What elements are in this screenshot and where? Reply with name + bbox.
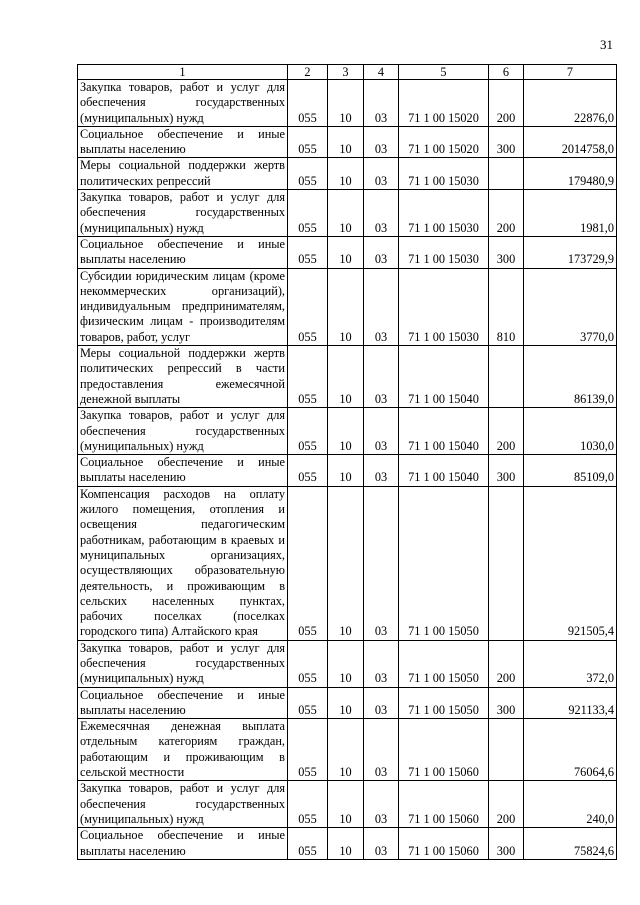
table-header-row (78, 65, 617, 80)
row-target-article: 71 1 00 15030 (399, 268, 489, 345)
budget-table (77, 64, 617, 860)
row-expense-type: 300 (489, 687, 524, 719)
row-expense-type: 300 (489, 828, 524, 860)
table-row (78, 236, 617, 268)
row-expense-type (489, 719, 524, 781)
row-subsection: 03 (364, 486, 399, 640)
table-row (78, 408, 617, 455)
row-amount: 2014758,0 (524, 126, 617, 158)
table-row (78, 346, 617, 408)
row-admin-code: 055 (288, 236, 328, 268)
row-amount: 85109,0 (524, 455, 617, 487)
row-subsection: 03 (364, 408, 399, 455)
row-expense-type: 810 (489, 268, 524, 345)
row-expense-type (489, 346, 524, 408)
header-cell-5: 5 (399, 65, 489, 80)
row-description: Закупка товаров, работ и услуг для обеспечения государственных (муниципальных) нужд (78, 781, 288, 828)
row-amount: 22876,0 (524, 80, 617, 127)
row-admin-code: 055 (288, 268, 328, 345)
row-admin-code: 055 (288, 486, 328, 640)
header-cell-3: 3 (328, 65, 364, 80)
row-subsection: 03 (364, 126, 399, 158)
row-description: Ежемесячная денежная выплата отдельным категориям граждан, работающим и проживающим в сельской местности (78, 719, 288, 781)
row-expense-type: 200 (489, 190, 524, 237)
row-subsection: 03 (364, 190, 399, 237)
row-target-article: 71 1 00 15060 (399, 828, 489, 860)
row-admin-code: 055 (288, 408, 328, 455)
row-subsection: 03 (364, 687, 399, 719)
row-target-article: 71 1 00 15050 (399, 687, 489, 719)
table-row (78, 719, 617, 781)
header-cell-1: 1 (78, 65, 288, 80)
row-target-article: 71 1 00 15050 (399, 640, 489, 687)
row-admin-code: 055 (288, 190, 328, 237)
row-subsection: 03 (364, 455, 399, 487)
row-section: 10 (328, 640, 364, 687)
table-row (78, 126, 617, 158)
row-description: Закупка товаров, работ и услуг для обеспечения государственных (муниципальных) нужд (78, 190, 288, 237)
row-admin-code: 055 (288, 455, 328, 487)
row-expense-type: 200 (489, 640, 524, 687)
row-subsection: 03 (364, 80, 399, 127)
table-row (78, 828, 617, 860)
table-row (78, 158, 617, 190)
page-number: 31 (600, 37, 613, 52)
row-section: 10 (328, 126, 364, 158)
table-row (78, 268, 617, 345)
row-target-article: 71 1 00 15020 (399, 126, 489, 158)
row-expense-type: 200 (489, 781, 524, 828)
row-amount: 179480,9 (524, 158, 617, 190)
row-admin-code: 055 (288, 80, 328, 127)
row-amount: 76064,6 (524, 719, 617, 781)
header-cell-7: 7 (524, 65, 617, 80)
row-amount: 86139,0 (524, 346, 617, 408)
row-amount: 173729,9 (524, 236, 617, 268)
row-expense-type (489, 486, 524, 640)
row-section: 10 (328, 408, 364, 455)
row-admin-code: 055 (288, 781, 328, 828)
row-section: 10 (328, 346, 364, 408)
row-target-article: 71 1 00 15040 (399, 408, 489, 455)
row-subsection: 03 (364, 781, 399, 828)
row-subsection: 03 (364, 828, 399, 860)
row-subsection: 03 (364, 158, 399, 190)
row-description: Закупка товаров, работ и услуг для обеспечения государственных (муниципальных) нужд (78, 408, 288, 455)
row-section: 10 (328, 158, 364, 190)
row-subsection: 03 (364, 640, 399, 687)
table-row (78, 455, 617, 487)
row-section: 10 (328, 80, 364, 127)
row-admin-code: 055 (288, 158, 328, 190)
row-description: Социальное обеспечение и иные выплаты населению (78, 828, 288, 860)
row-description: Меры социальной поддержки жертв политических репрессий (78, 158, 288, 190)
row-section: 10 (328, 486, 364, 640)
row-section: 10 (328, 687, 364, 719)
row-admin-code: 055 (288, 346, 328, 408)
row-amount: 921133,4 (524, 687, 617, 719)
row-expense-type (489, 158, 524, 190)
row-section: 10 (328, 268, 364, 345)
row-admin-code: 055 (288, 687, 328, 719)
row-target-article: 71 1 00 15030 (399, 236, 489, 268)
row-target-article: 71 1 00 15060 (399, 719, 489, 781)
row-description: Социальное обеспечение и иные выплаты населению (78, 236, 288, 268)
row-description: Социальное обеспечение и иные выплаты населению (78, 687, 288, 719)
row-admin-code: 055 (288, 640, 328, 687)
row-expense-type: 300 (489, 236, 524, 268)
row-admin-code: 055 (288, 719, 328, 781)
row-target-article: 71 1 00 15030 (399, 190, 489, 237)
row-section: 10 (328, 828, 364, 860)
row-expense-type: 200 (489, 408, 524, 455)
header-cell-6: 6 (489, 65, 524, 80)
row-admin-code: 055 (288, 126, 328, 158)
row-section: 10 (328, 455, 364, 487)
row-expense-type: 300 (489, 455, 524, 487)
row-amount: 240,0 (524, 781, 617, 828)
row-amount: 1030,0 (524, 408, 617, 455)
row-target-article: 71 1 00 15040 (399, 455, 489, 487)
table-row (78, 80, 617, 127)
row-amount: 75824,6 (524, 828, 617, 860)
row-amount: 921505,4 (524, 486, 617, 640)
table-row (78, 190, 617, 237)
row-subsection: 03 (364, 268, 399, 345)
row-subsection: 03 (364, 719, 399, 781)
row-description: Закупка товаров, работ и услуг для обеспечения государственных (муниципальных) нужд (78, 80, 288, 127)
row-description: Социальное обеспечение и иные выплаты населению (78, 455, 288, 487)
row-subsection: 03 (364, 236, 399, 268)
row-admin-code: 055 (288, 828, 328, 860)
table-row (78, 486, 617, 640)
row-section: 10 (328, 236, 364, 268)
row-description: Социальное обеспечение и иные выплаты населению (78, 126, 288, 158)
row-section: 10 (328, 190, 364, 237)
row-description: Закупка товаров, работ и услуг для обеспечения государственных (муниципальных) нужд (78, 640, 288, 687)
row-expense-type: 200 (489, 80, 524, 127)
table-row (78, 640, 617, 687)
header-cell-4: 4 (364, 65, 399, 80)
row-description: Субсидии юридическим лицам (кроме некоммерческих организаций), индивидуальным предпринимателям, физическим лицам - производителям товаров, работ, услуг (78, 268, 288, 345)
row-section: 10 (328, 781, 364, 828)
row-target-article: 71 1 00 15030 (399, 158, 489, 190)
row-description: Меры социальной поддержки жертв политических репрессий в части предоставления ежемесячной денежной выплаты (78, 346, 288, 408)
table-row (78, 781, 617, 828)
row-description: Компенсация расходов на оплату жилого помещения, отопления и освещения педагогическим работникам, работающим в краевых и муниципальных организациях, осуществляющих образовательную деятельность, и проживающим в сельских населенных пунктах, рабочих поселках (поселках городского типа) Алтайского края (78, 486, 288, 640)
row-amount: 3770,0 (524, 268, 617, 345)
row-target-article: 71 1 00 15050 (399, 486, 489, 640)
row-subsection: 03 (364, 346, 399, 408)
row-target-article: 71 1 00 15060 (399, 781, 489, 828)
header-cell-2: 2 (288, 65, 328, 80)
row-expense-type: 300 (489, 126, 524, 158)
row-amount: 372,0 (524, 640, 617, 687)
row-amount: 1981,0 (524, 190, 617, 237)
row-target-article: 71 1 00 15040 (399, 346, 489, 408)
row-target-article: 71 1 00 15020 (399, 80, 489, 127)
table-row (78, 687, 617, 719)
row-section: 10 (328, 719, 364, 781)
